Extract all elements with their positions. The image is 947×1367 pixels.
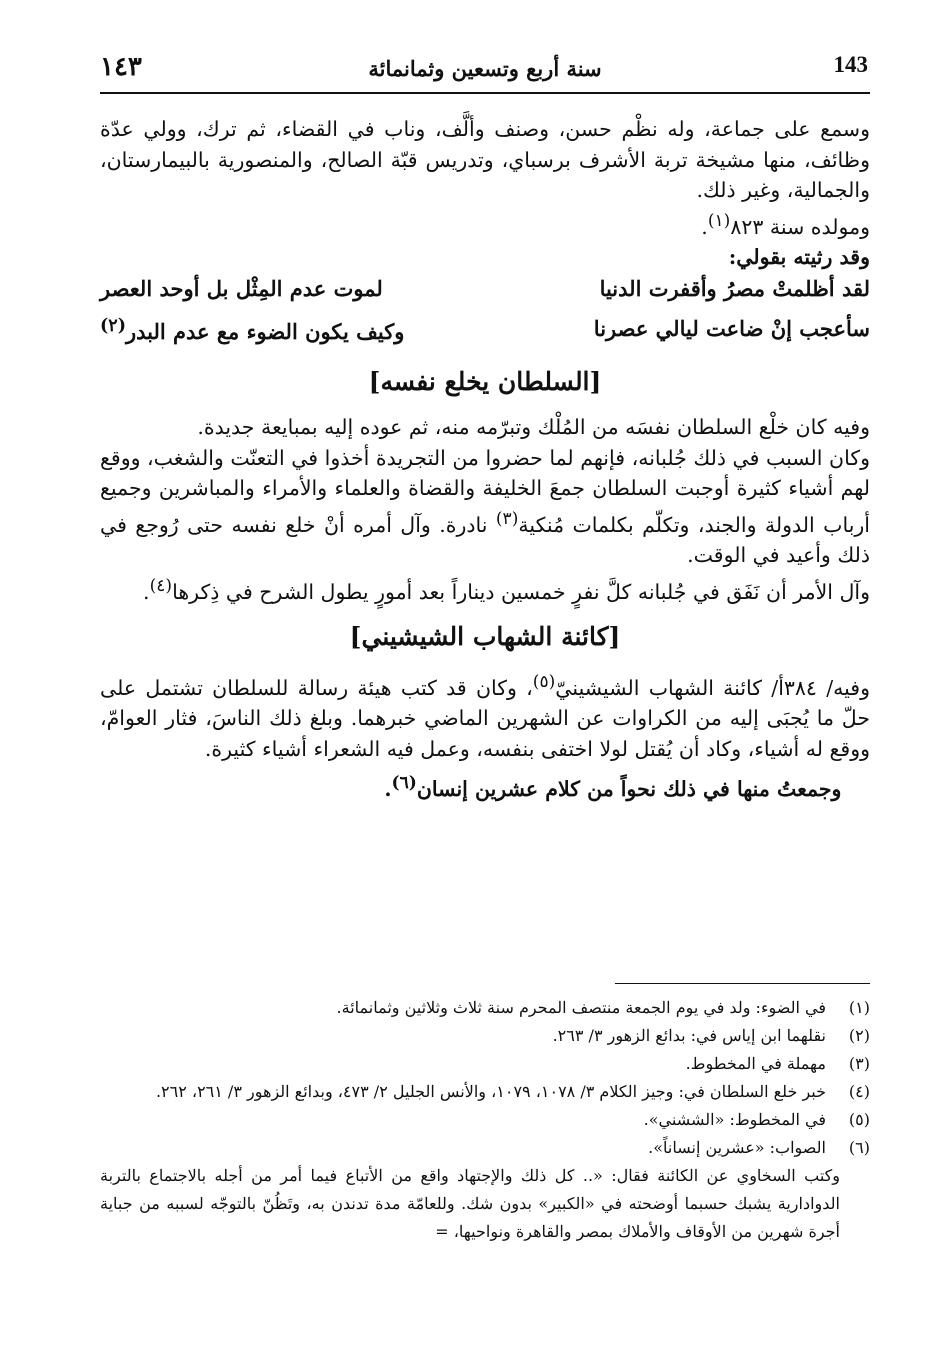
paragraph xyxy=(100,667,870,764)
footnote-number: (٤) xyxy=(848,1082,870,1101)
paragraph-text: وفيه/ ٣٨٤أ/ كائنة الشهاب الشيشينيّ xyxy=(555,675,870,700)
footnote-number: (٥) xyxy=(848,1110,870,1129)
page-number-arabic: ١٤٣ xyxy=(100,52,142,82)
paragraph: وفيه كان خلْع السلطان نفسَه من المُلْك وتبرّمه منه، ثم عوده إليه بمبايعة جديدة. xyxy=(197,415,870,440)
footnote-text: مهملة في المخطوط. xyxy=(685,1054,826,1073)
footnote-text: خبر خلع السلطان في: وجيز الكلام ٣/ ١٠٧٨، ١٠٧٩، والأنس الجليل ٢/ ٤٧٣، وبدائع الزهور ٣/ ٢٦١، ٢٦٢. xyxy=(155,1082,826,1101)
paragraph: وسمع على جماعة، وله نظْم حسن، وصنف وألَّف، وناب في القضاء، ثم ترك، وولي عدّة وظائف، منها مشيخة تربة الأشرف برسباي، وتدريس قبّة الصالح، والمنصورية بالبيمارستان، والجمالية، وغير ذلك. xyxy=(100,117,870,202)
section-heading: [السلطان يخلع نفسه] xyxy=(368,367,602,397)
footnotes xyxy=(100,994,870,1246)
footnote-separator xyxy=(615,983,870,984)
page-number-latin: 143 xyxy=(833,52,868,77)
running-title: سنة أربع وتسعين وثمانمائة xyxy=(368,56,602,81)
verse-hemistich-first: لقد أظلمتْ مصرُ وأقفرت الدنيا xyxy=(599,276,870,302)
footnote-text: في المخطوط: «الششني». xyxy=(643,1110,826,1129)
paragraph xyxy=(100,206,870,242)
verse-hemistich-first: سأعجب إنْ ضاعت ليالي عصرنا xyxy=(593,316,870,342)
paragraph xyxy=(100,571,870,607)
main-text xyxy=(100,114,870,805)
footnote-ref: (٤) xyxy=(149,575,173,596)
footnote-text: نقلهما ابن إياس في: بدائع الزهور ٣/ ٢٦٣. xyxy=(552,1026,826,1045)
verse-hemistich-second xyxy=(100,316,404,344)
footnote xyxy=(100,1134,870,1162)
footnote-number: (٢) xyxy=(848,1026,870,1045)
paragraph-text: وآل الأمر أن نَفَق في جُلبانه كلَّ نفرٍ خمسين ديناراً بعد أمورٍ يطول الشرح في ذِكرها xyxy=(172,579,870,604)
footnote-ref: (١) xyxy=(707,210,731,231)
footnote xyxy=(100,1022,870,1050)
verse-hemistich-second: لموت عدم المِثْل بل أوحد العصر xyxy=(100,276,383,302)
footnote xyxy=(100,1106,870,1134)
verse-line xyxy=(100,312,870,352)
footnote xyxy=(100,1078,870,1106)
paragraph-text: نادرة. وآل أمره أنْ خلع نفسه حتى رُوجع في ذلك وأعيد في الوقت. xyxy=(100,512,870,568)
footnote-text: في الضوء: ولد في يوم الجمعة منتصف المحرم سنة ثلاث وثلاثين وثمانمائة. xyxy=(336,998,826,1017)
verse-line xyxy=(100,272,870,312)
birth-text: ومولده سنة ٨٢٣ xyxy=(730,214,870,239)
footnote-text: الصواب: «عشرين إنساناً». xyxy=(648,1138,826,1157)
footnote-number: (٣) xyxy=(848,1054,870,1073)
footnote-ref: (٥) xyxy=(532,671,556,692)
footnote-number: (١) xyxy=(848,998,870,1017)
footnote-ref: (٦) xyxy=(391,773,417,794)
paragraph xyxy=(100,768,870,804)
paragraph-text: وكان السبب في ذلك جُلبانه، فإنهم لما حضروا من التجريدة أخذوا في التعنّت والشغب، ووقع لهم أشياء كثيرة أوجبت السلطان جمعَ الخليفة والقضاة والعلماء والأمراء والمباشرين وجميع أرباب الدولة والجند، وتكلّم بكلمات مُنكية xyxy=(100,445,870,537)
footnote xyxy=(100,1050,870,1078)
punctuation: . xyxy=(384,777,392,802)
footnote xyxy=(100,994,870,1022)
verse-intro: وقد رثيته بقولي: xyxy=(728,244,870,269)
paragraph-text: ، وكان قد كتب هيئة رسالة للسلطان تشتمل على حلّ ما يُجبَى إليه من الكراوات عن الشهرين الماضي خبرهما. وبلغ ذلك الناسَ، فثار العوامّ، ووقع له أشياء، وكاد أن يُقتل لولا اختفى بنفسه، وعمل فيه الشعراء أشياء كثيرة. xyxy=(100,675,870,761)
footnote-continuation: وكتب السخاوي عن الكائنة فقال: «.. كل ذلك والإجتهاد واقع من الأتباع فيما أمر من أجله بالاجتماع بالتربة الدوادارية يشبك حسبما أوضحته في «الكبير» بدون شك. وللعامّة مدة تدندن به، وتَظُنّ بالتوجّه لسببه من جباية أجرة شهرين من الأوقاف والأملاك بمصر والقاهرة ونواحيها، = xyxy=(100,1166,840,1241)
header-rule xyxy=(100,92,870,94)
section-heading: [كائنة الشهاب الشيشيني] xyxy=(349,621,621,651)
page-header xyxy=(100,50,870,94)
verse-text: وكيف يكون الضوء مع عدم البدر xyxy=(125,319,405,345)
footnote-number: (٦) xyxy=(848,1138,870,1157)
footnote-ref: (٣) xyxy=(495,508,519,529)
punctuation: . xyxy=(143,579,150,604)
paragraph-text: وجمعتُ منها في ذلك نحواً من كلام عشرين إنسان xyxy=(416,777,842,802)
paragraph xyxy=(100,443,870,571)
punctuation: . xyxy=(701,214,708,239)
footnote-ref: (٢) xyxy=(100,316,126,337)
